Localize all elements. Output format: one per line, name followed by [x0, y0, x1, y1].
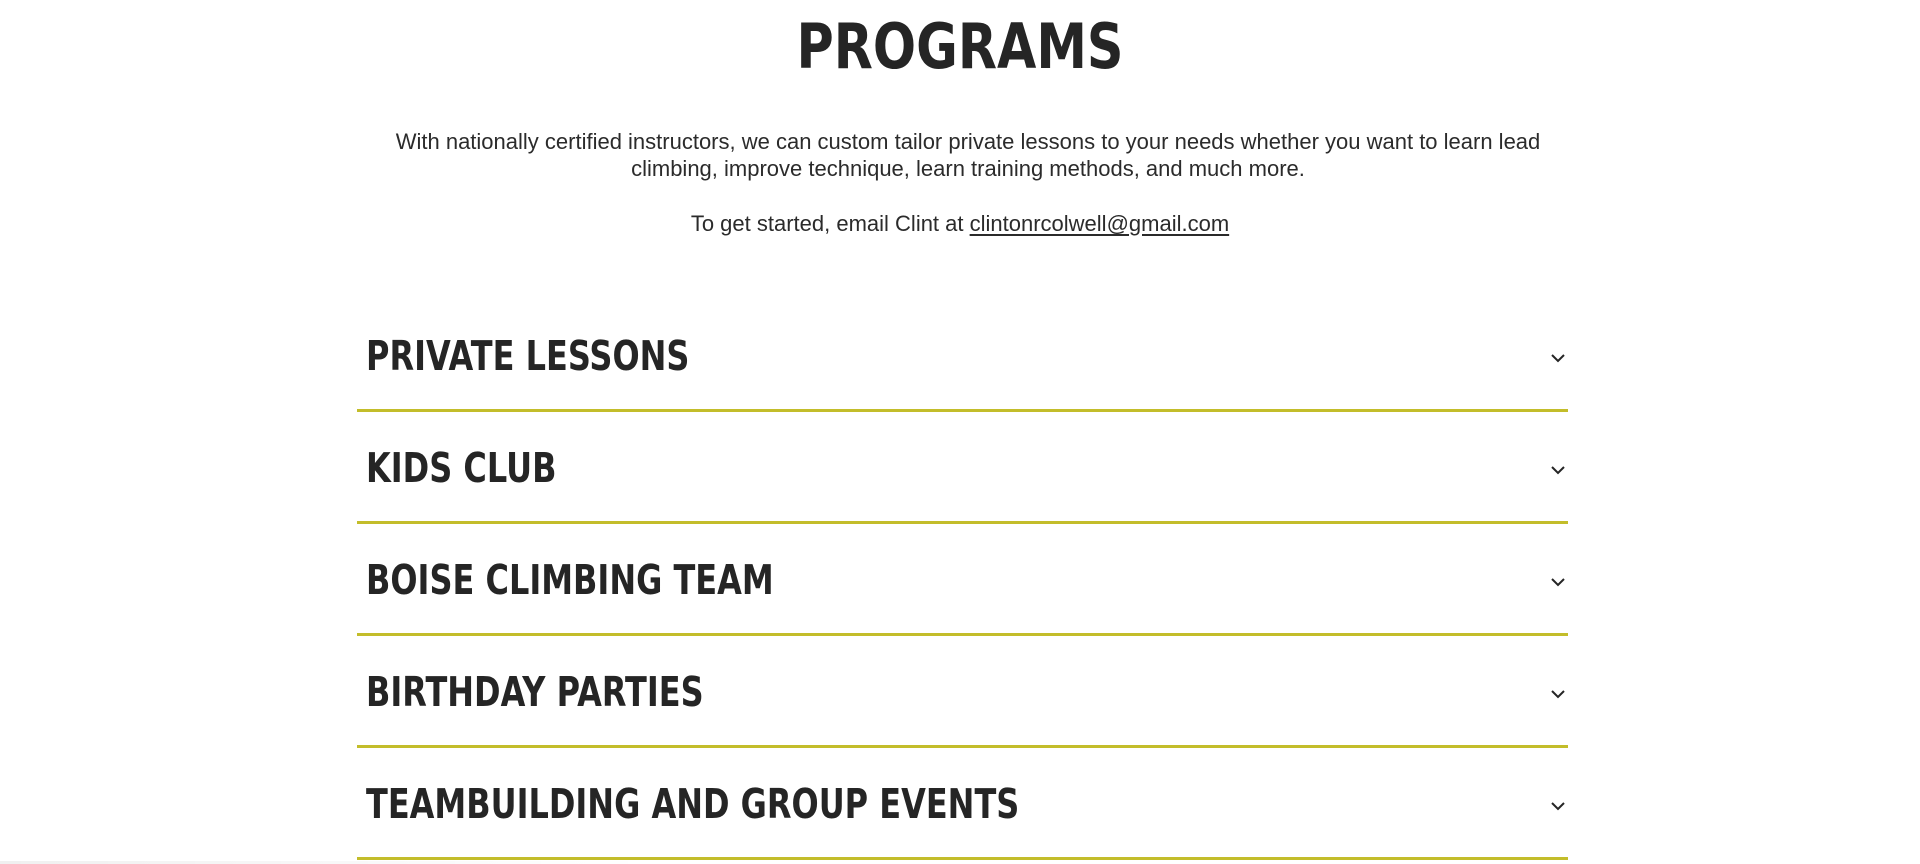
accordion-item-kids-club[interactable] [357, 412, 1568, 524]
accordion-item-title: BOISE CLIMBING TEAM [366, 556, 774, 604]
accordion-item-title: PRIVATE LESSONS [366, 332, 690, 380]
contact-line [0, 210, 1920, 237]
contact-prefix: To get started, email Clint at [690, 211, 970, 236]
accordion-item-title: BIRTHDAY PARTIES [366, 668, 704, 716]
chevron-down-icon[interactable] [1548, 572, 1568, 592]
accordion-item-private-lessons[interactable] [357, 300, 1568, 412]
contact-email-link[interactable]: clintonrcolwell@gmail.com [969, 211, 1230, 236]
accordion-item-birthday-parties[interactable] [357, 636, 1568, 748]
accordion-item-boise-climbing-team[interactable] [357, 524, 1568, 636]
accordion-item-teambuilding[interactable] [357, 748, 1568, 860]
chevron-down-icon[interactable] [1548, 348, 1568, 368]
programs-accordion [357, 300, 1568, 860]
accordion-item-title: TEAMBUILDING AND GROUP EVENTS [366, 780, 1020, 828]
chevron-down-icon[interactable] [1548, 460, 1568, 480]
page-title: PROGRAMS [796, 10, 1124, 83]
intro-text: With nationally certified instructors, we can custom tailor private lessons to your needs whether you want to learn lead climbing, improve technique, learn training methods, and much more. [395, 129, 1541, 181]
accordion-item-title: KIDS CLUB [366, 444, 557, 492]
chevron-down-icon[interactable] [1548, 796, 1568, 816]
chevron-down-icon[interactable] [1548, 684, 1568, 704]
